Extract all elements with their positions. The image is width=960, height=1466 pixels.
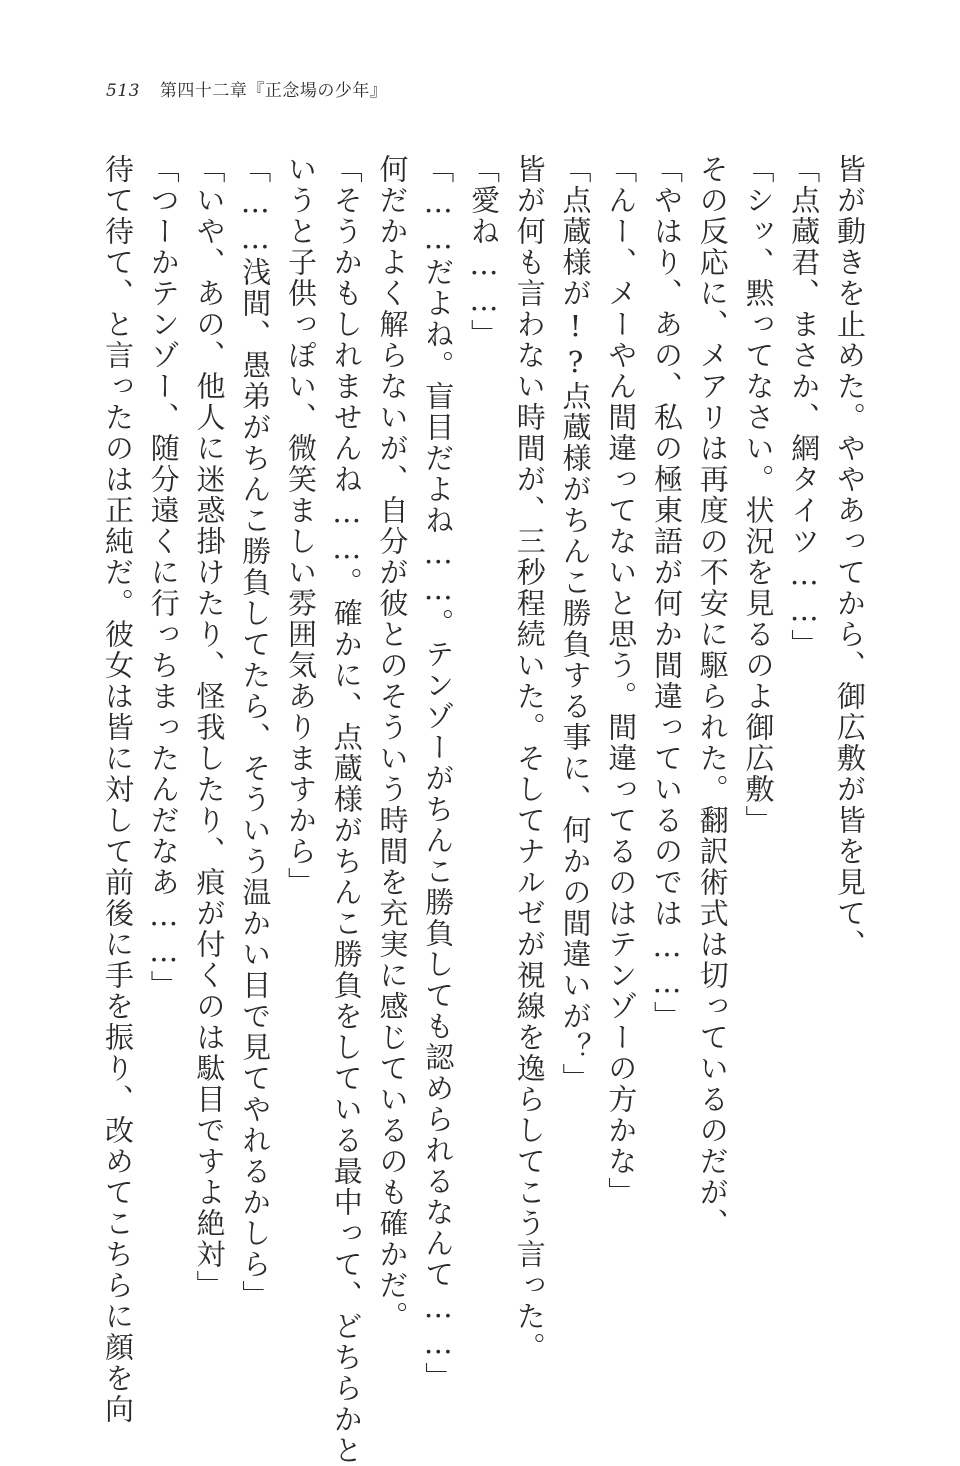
text-line: 皆が何も言わない時間が、三秒程続いた。そしてナルゼが視線を逸らしてこう言った。	[512, 154, 547, 1363]
text-line: 「そうかもしれませんね……。確かに、点蔵様がちんこ勝負をしている最中って、どちらかと	[329, 154, 364, 1466]
text-line: その反応に、メアリは再度の不安に駆られた。翻訳術式は切っているのだが、	[695, 154, 730, 1239]
page-number: 513	[106, 81, 140, 101]
vertical-text-body	[96, 154, 872, 1466]
chapter-title: 第四十二章『正念場の少年』	[159, 81, 388, 101]
text-line: 「……だよね。盲目だよね……。テンゾーがちんこ勝負しても認められるなんて……」	[421, 154, 456, 1393]
text-line: 「いや、あの、他人に迷惑掛けたり、怪我したり、痕が付くのは駄目ですよ絶対」	[192, 154, 227, 1301]
text-line: 「点蔵君、まさか、網タイツ……」	[787, 154, 822, 660]
text-line: いうと子供っぽい、微笑ましい雰囲気ありますから」	[284, 154, 318, 898]
text-line: 「んー、メーやん間違ってないと思う。間違ってるのはテンゾーの方かな」	[604, 154, 639, 1208]
text-line: 何だかよく解らないが、自分が彼とのそういう時間を充実に感じているのも確かだ。	[375, 154, 410, 1332]
text-line: 「シッ、黙ってなさい。状況を見るのよ御広敷」	[741, 154, 776, 836]
text-line: 皆が動きを止めた。ややあってから、御広敷が皆を見て、	[833, 154, 867, 960]
text-line: 「つーかテンゾー、随分遠くに行っちまったんだなあ……」	[146, 154, 181, 1001]
text-line: 「愛ね……」	[467, 154, 501, 350]
text-line: 「……浅間、愚弟がちんこ勝負してたら、そういう温かい目で見てやれるかしら」	[238, 154, 273, 1311]
text-line: 「点蔵様が!?点蔵様がちんこ勝負する事に、何かの間違いが？」	[558, 154, 593, 1094]
text-line: 「やはり、あの、私の極東語が何か間違っているのでは……」	[650, 154, 684, 1032]
text-line: 待て待て、と言ったのは正純だ。彼女は皆に対して前後に手を振り、改めてこちらに顔を向	[101, 154, 135, 1425]
running-header	[106, 76, 387, 101]
